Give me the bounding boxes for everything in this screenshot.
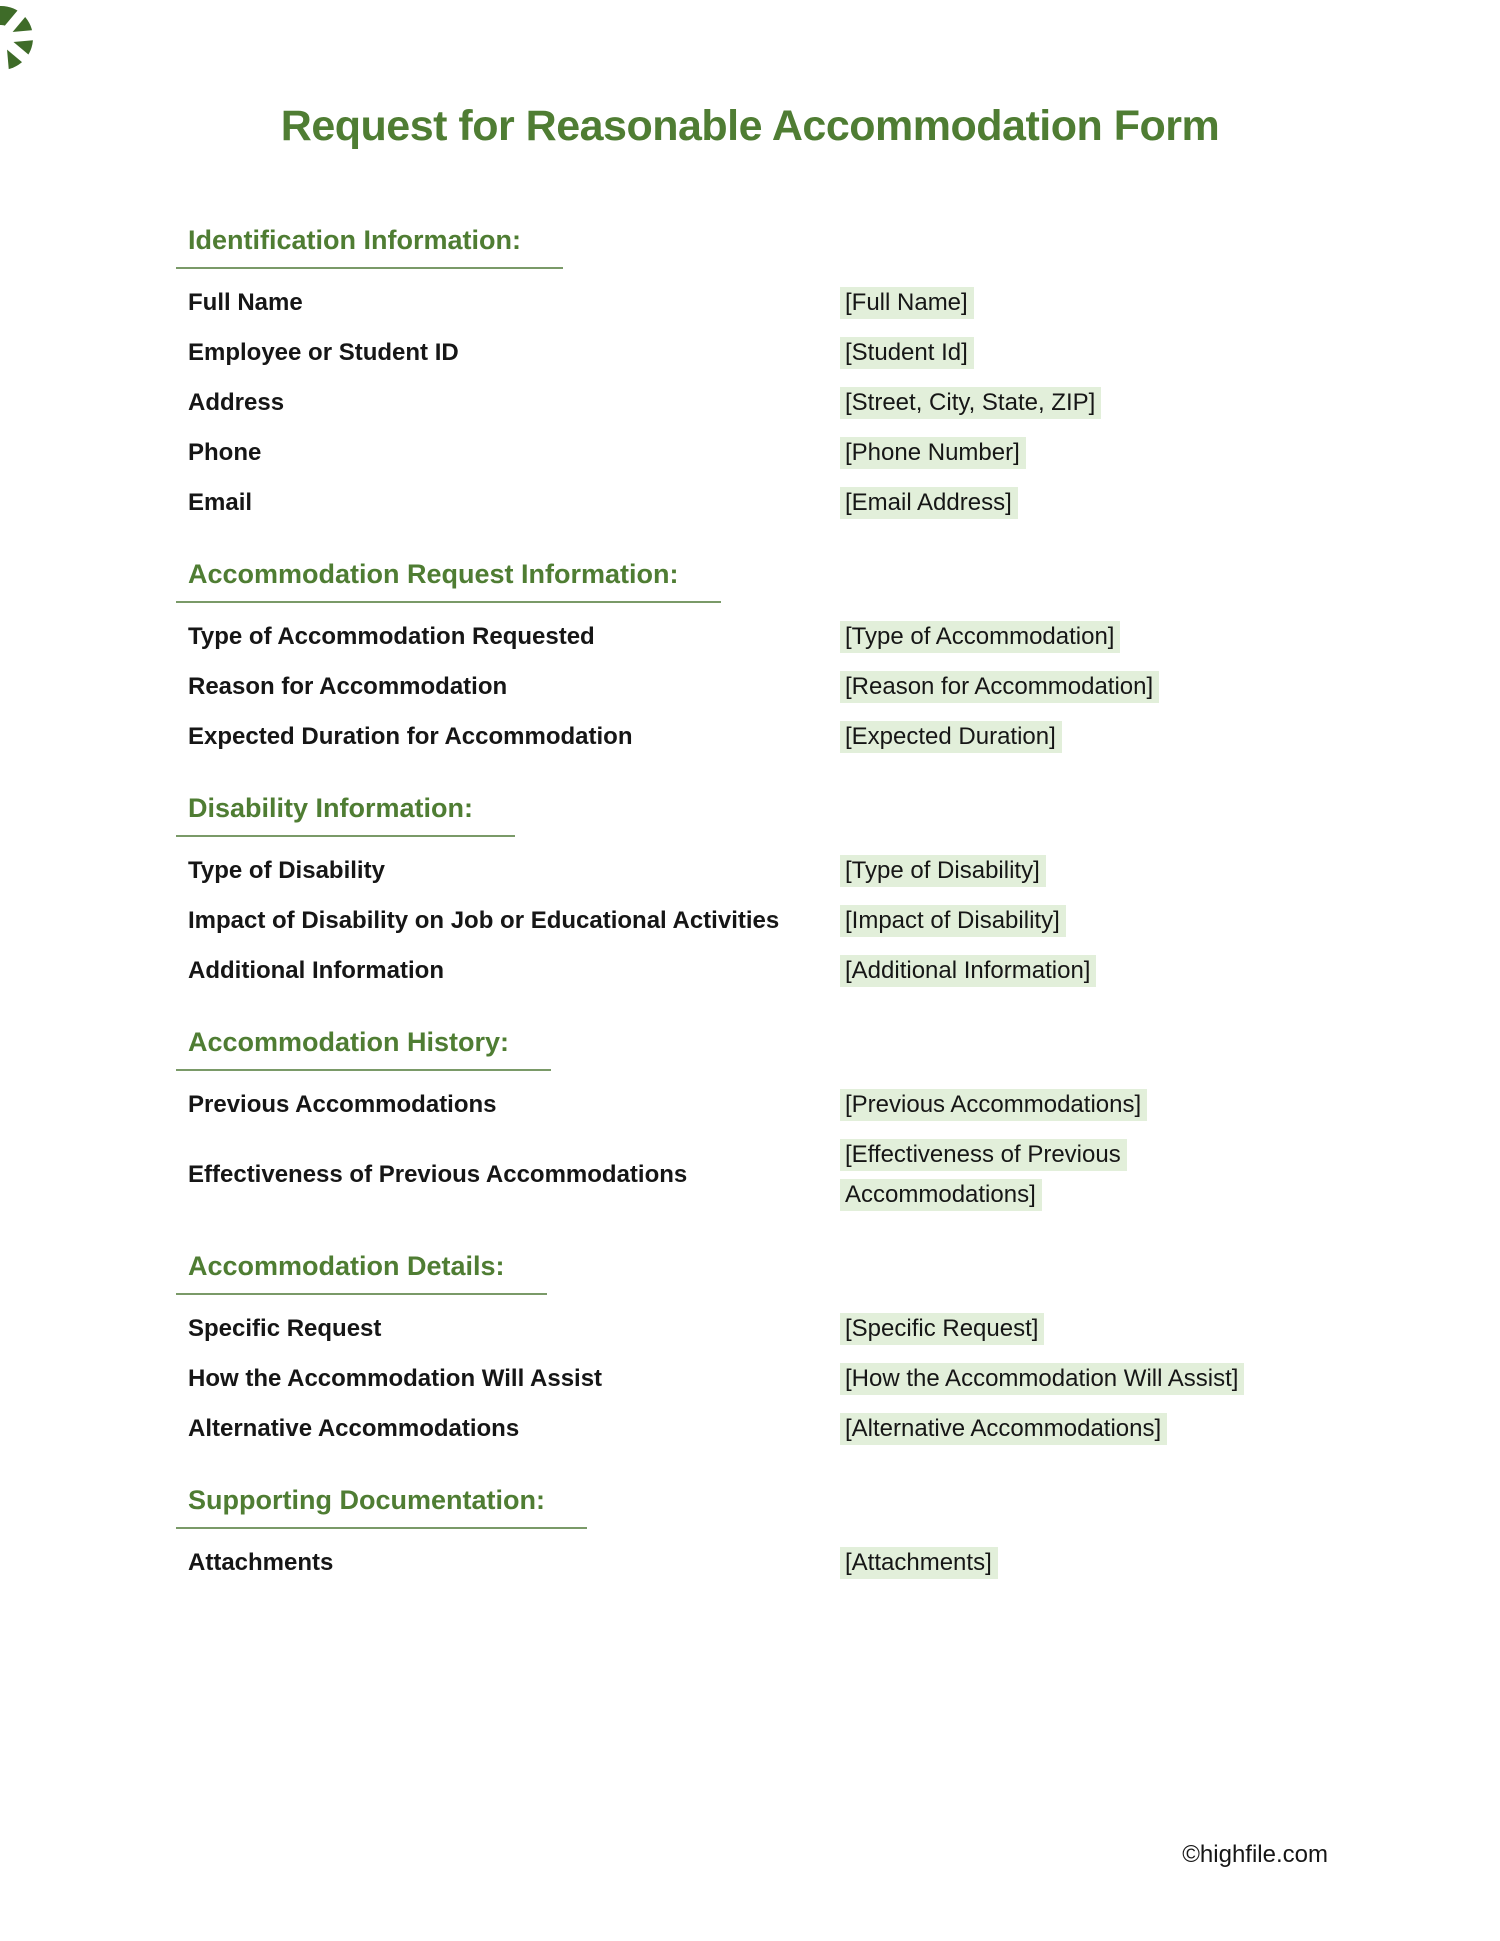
field-value-placeholder: [Additional Information] — [840, 955, 1096, 987]
field-value-cell — [840, 433, 1318, 473]
form-row — [188, 478, 1350, 528]
field-value-cell — [840, 951, 1318, 991]
field-label: How the Accommodation Will Assist — [188, 1365, 603, 1392]
field-label: Alternative Accommodations — [188, 1415, 520, 1442]
section-heading: Accommodation Details: — [188, 1251, 505, 1281]
field-label: Full Name — [188, 289, 303, 316]
field-value-placeholder: [Type of Accommodation] — [840, 621, 1120, 653]
field-label: Impact of Disability on Job or Educational Activities — [188, 907, 780, 934]
field-value-placeholder: [Expected Duration] — [840, 721, 1062, 753]
form-section — [188, 1484, 1350, 1588]
field-label: Effectiveness of Previous Accommodations — [188, 1161, 688, 1188]
form-row — [188, 1130, 1350, 1220]
form-section — [188, 558, 1350, 762]
form-row — [188, 712, 1350, 762]
section-heading: Accommodation Request Information: — [188, 559, 679, 589]
field-value-cell — [840, 383, 1318, 423]
field-value-cell — [840, 1309, 1318, 1349]
form-section — [188, 1026, 1350, 1220]
section-rows — [188, 846, 1350, 996]
field-value-cell — [840, 1085, 1318, 1125]
section-heading-underline — [176, 224, 563, 269]
field-label: Expected Duration for Accommodation — [188, 723, 633, 750]
field-value-cell — [840, 1543, 1318, 1583]
form-row — [188, 328, 1350, 378]
section-heading: Identification Information: — [188, 225, 521, 255]
form-row — [188, 1080, 1350, 1130]
form-row — [188, 378, 1350, 428]
field-value-cell — [840, 717, 1318, 757]
field-value-cell — [840, 1135, 1318, 1215]
field-value-placeholder: [Street, City, State, ZIP] — [840, 387, 1101, 419]
form-body — [0, 224, 1500, 1588]
field-label: Attachments — [188, 1549, 334, 1576]
field-value-placeholder: [Alternative Accommodations] — [840, 1413, 1167, 1445]
field-value-cell — [840, 617, 1318, 657]
section-rows — [188, 612, 1350, 762]
copyright-footer: ©highfile.com — [1182, 1841, 1328, 1868]
form-section — [188, 224, 1350, 528]
field-label: Specific Request — [188, 1315, 382, 1342]
field-value-cell — [840, 667, 1318, 707]
section-heading-underline — [176, 1250, 547, 1295]
section-heading-underline — [176, 792, 515, 837]
field-value-placeholder: [Previous Accommodations] — [840, 1089, 1147, 1121]
field-value-cell — [840, 901, 1318, 941]
form-row — [188, 662, 1350, 712]
field-value-placeholder: [Reason for Accommodation] — [840, 671, 1159, 703]
section-heading-underline — [176, 1026, 551, 1071]
field-label: Type of Accommodation Requested — [188, 623, 595, 650]
field-value-placeholder: [Full Name] — [840, 287, 974, 319]
form-row — [188, 896, 1350, 946]
field-label: Phone — [188, 439, 262, 466]
section-rows — [188, 278, 1350, 528]
field-value-cell — [840, 1409, 1318, 1449]
section-rows — [188, 1080, 1350, 1220]
page-title: Request for Reasonable Accommodation Form — [280, 102, 1220, 150]
section-heading-underline — [176, 558, 721, 603]
field-label: Type of Disability — [188, 857, 385, 884]
field-label: Reason for Accommodation — [188, 673, 508, 700]
form-row — [188, 278, 1350, 328]
form-row — [188, 1538, 1350, 1588]
field-value-placeholder: [Student Id] — [840, 337, 974, 369]
field-value-placeholder: [Impact of Disability] — [840, 905, 1066, 937]
section-rows — [188, 1304, 1350, 1454]
form-row — [188, 612, 1350, 662]
field-value-placeholder: [Effectiveness of Previous Accommodations] — [840, 1139, 1127, 1211]
section-rows — [188, 1538, 1350, 1588]
form-row — [188, 1404, 1350, 1454]
field-value-cell — [840, 483, 1318, 523]
section-heading: Disability Information: — [188, 793, 474, 823]
section-heading: Accommodation History: — [188, 1027, 510, 1057]
form-row — [188, 428, 1350, 478]
field-value-placeholder: [How the Accommodation Will Assist] — [840, 1363, 1244, 1395]
field-label: Additional Information — [188, 957, 444, 984]
field-label: Email — [188, 489, 253, 516]
field-value-cell — [840, 851, 1318, 891]
form-row — [188, 1304, 1350, 1354]
field-value-placeholder: [Type of Disability] — [840, 855, 1046, 887]
section-heading-underline — [176, 1484, 587, 1529]
field-value-placeholder: [Specific Request] — [840, 1313, 1044, 1345]
field-label: Previous Accommodations — [188, 1091, 497, 1118]
field-value-placeholder: [Phone Number] — [840, 437, 1026, 469]
highfile-logo-icon — [0, 6, 33, 70]
field-value-placeholder: [Attachments] — [840, 1547, 998, 1579]
field-label: Employee or Student ID — [188, 339, 459, 366]
field-value-cell — [840, 333, 1318, 373]
field-value-placeholder: [Email Address] — [840, 487, 1018, 519]
form-row — [188, 1354, 1350, 1404]
section-heading: Supporting Documentation: — [188, 1485, 545, 1515]
form-row — [188, 946, 1350, 996]
form-section — [188, 1250, 1350, 1454]
form-row — [188, 846, 1350, 896]
field-value-cell — [840, 1359, 1318, 1399]
field-label: Address — [188, 389, 285, 416]
field-value-cell — [840, 283, 1318, 323]
form-section — [188, 792, 1350, 996]
